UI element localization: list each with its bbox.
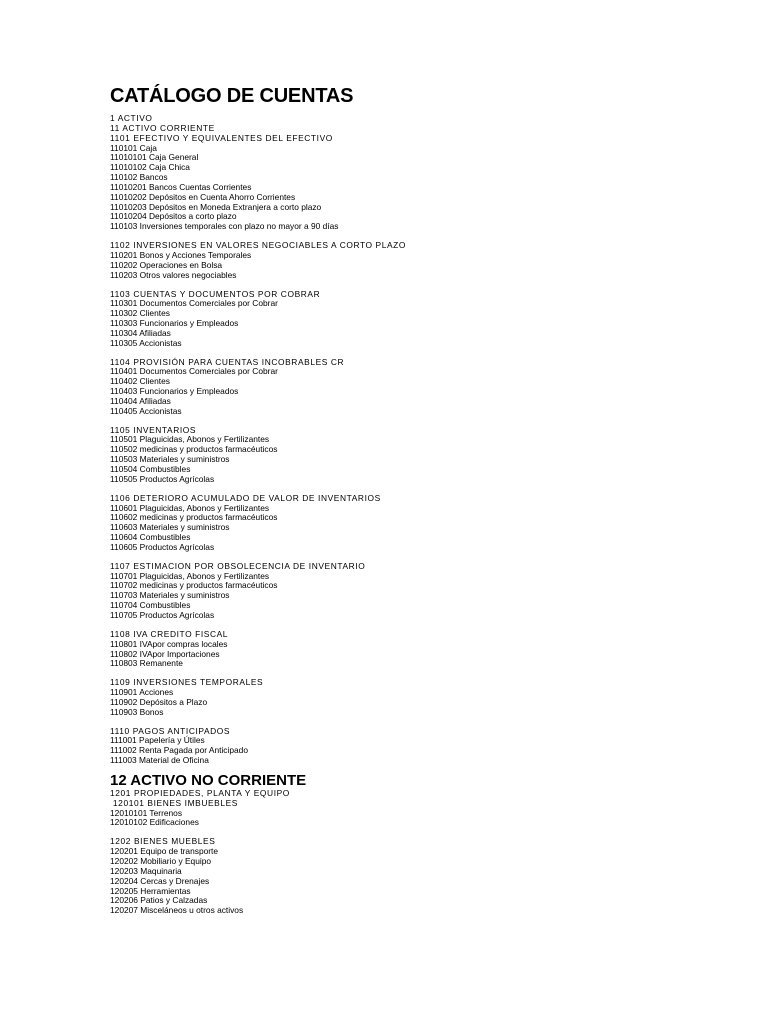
group-heading: 1105 INVENTARIOS <box>110 424 197 435</box>
account-line: 110404 Afiliadas <box>110 395 171 406</box>
account-line: 120204 Cercas y Drenajes <box>110 875 210 886</box>
account-line: 11010202 Depósitos en Cuenta Ahorro Corrientes <box>110 191 296 202</box>
account-line: 110902 Depósitos a Plazo <box>110 696 208 707</box>
account-group <box>110 426 670 485</box>
group-heading: 1104 PROVISIÓN PARA CUENTAS INCOBRABLES CR <box>110 356 345 367</box>
account-line: 110701 Plaguicidas, Abonos y Fertilizantes <box>110 570 270 581</box>
account-line: 120205 Herramientas <box>110 885 191 896</box>
account-line: 110203 Otros valores negociables <box>110 269 237 280</box>
group-heading: 1103 CUENTAS Y DOCUMENTOS POR COBRAR <box>110 288 321 299</box>
account-line: 110803 Remanente <box>110 658 183 669</box>
section-title: 12 ACTIVO NO CORRIENTE <box>110 771 307 789</box>
account-line: 110103 Inversiones temporales con plazo no mayor a 90 días <box>110 221 339 232</box>
account-line: 110504 Combustibles <box>110 464 191 474</box>
account-line: 110604 Combustibles <box>110 532 191 543</box>
account-group <box>110 727 670 766</box>
account-line: 110304 Afiliadas <box>110 327 171 338</box>
group-heading: 1107 ESTIMACION POR OBSOLECENCIA DE INVENTARIO <box>110 560 366 571</box>
account-line: 110202 Operaciones en Bolsa <box>110 259 223 270</box>
account-line: 120202 Mobiliario y Equipo <box>110 856 212 866</box>
account-line: 110901 Acciones <box>110 687 174 698</box>
account-line: 120207 Misceláneos u otros activos <box>110 905 244 916</box>
account-line: 110102 Bancos <box>110 172 168 183</box>
account-line: 110305 Accionistas <box>110 337 182 348</box>
account-line: 110405 Accionistas <box>110 405 182 416</box>
account-line: 1 ACTIVO <box>110 113 153 123</box>
account-line: 11010102 Caja Chica <box>110 162 190 173</box>
account-line: 110401 Documentos Comerciales por Cobrar <box>110 366 278 377</box>
account-line: 111002 Renta Pagada por Anticipado <box>110 745 248 756</box>
account-line: 11010101 Caja General <box>110 152 199 163</box>
group-heading: 1109 INVERSIONES TEMPORALES <box>110 677 264 688</box>
account-group <box>110 678 670 717</box>
account-line: 111003 Material de Oficina <box>110 755 209 766</box>
account-group <box>110 290 670 349</box>
page-title: CATÁLOGO DE CUENTAS <box>110 85 354 107</box>
account-line: 110201 Bonos y Acciones Temporales <box>110 249 252 260</box>
account-line: 110505 Productos Agrícolas <box>110 473 215 484</box>
document-page <box>110 84 670 916</box>
group-heading: 1108 IVA CREDITO FISCAL <box>110 628 229 639</box>
account-line: 110605 Productos Agrícolas <box>110 541 215 552</box>
account-line: 120206 Patios y Calzadas <box>110 895 208 906</box>
account-line: 110703 Materiales y suministros <box>110 590 230 601</box>
account-line: 11 ACTIVO CORRIENTE <box>110 122 215 133</box>
account-line: 110903 Bonos <box>110 706 164 717</box>
account-line: 120201 Equipo de transporte <box>110 846 219 857</box>
account-line: 110704 Combustibles <box>110 600 191 611</box>
account-group <box>110 630 670 669</box>
account-line: 110802 IVApor Importaciones <box>110 648 220 659</box>
account-group <box>110 358 670 417</box>
account-line: 110101 Caja <box>110 142 157 153</box>
account-line: 11010201 Bancos Cuentas Corrientes <box>110 181 252 192</box>
account-line: 110601 Plaguicidas, Abonos y Fertilizantes <box>110 502 270 513</box>
account-line: 110501 Plaguicidas, Abonos y Fertilizantes <box>110 434 270 445</box>
account-line: 110302 Clientes <box>110 308 170 319</box>
account-line: 12010101 Terrenos <box>110 807 183 818</box>
group-heading: 1102 INVERSIONES EN VALORES NEGOCIABLES A CORTO PLAZO <box>110 240 407 251</box>
account-line: 120101 BIENES IMBUEBLES <box>110 797 238 808</box>
account-group <box>110 837 670 916</box>
account-line: 120203 Maquinaria <box>110 865 182 876</box>
intro-block <box>110 114 670 232</box>
group-heading: 1106 DETERIORO ACUMULADO DE VALOR DE INVENTARIOS <box>110 492 381 503</box>
account-line: 110801 IVApor compras locales <box>110 638 228 649</box>
account-group <box>110 241 670 280</box>
account-line: 111001 Papelería y Útiles <box>110 735 205 746</box>
account-line: 110402 Clientes <box>110 376 170 387</box>
account-line: 110603 Materiales y suministros <box>110 522 230 533</box>
account-group <box>110 562 670 621</box>
account-line: 110301 Documentos Comerciales por Cobrar <box>110 298 278 309</box>
account-line: 11010203 Depósitos en Moneda Extranjera a corto plazo <box>110 201 322 212</box>
account-line: 110303 Funcionarios y Empleados <box>110 318 239 329</box>
section2-intro <box>110 789 670 828</box>
account-line: 110503 Materiales y suministros <box>110 454 230 465</box>
account-line: 110702 medicinas y productos farmacéuticos <box>110 580 278 591</box>
account-line: 110502 medicinas y productos farmacéuticos <box>110 444 278 455</box>
account-line: 110403 Funcionarios y Empleados <box>110 386 239 397</box>
account-group <box>110 494 670 553</box>
account-line: 110602 medicinas y productos farmacéuticos <box>110 512 278 523</box>
account-line: 11010204 Depósitos a corto plazo <box>110 211 237 222</box>
account-line: 110705 Productos Agrícolas <box>110 609 215 620</box>
group-heading: 1202 BIENES MUEBLES <box>110 836 216 847</box>
group-heading: 1201 PROPIEDADES, PLANTA Y EQUIPO <box>110 787 290 798</box>
group-heading: 1110 PAGOS ANTICIPADOS <box>110 725 231 736</box>
account-line: 12010102 Edificaciones <box>110 817 199 828</box>
account-line: 1101 EFECTIVO Y EQUIVALENTES DEL EFECTIVO <box>110 132 333 143</box>
